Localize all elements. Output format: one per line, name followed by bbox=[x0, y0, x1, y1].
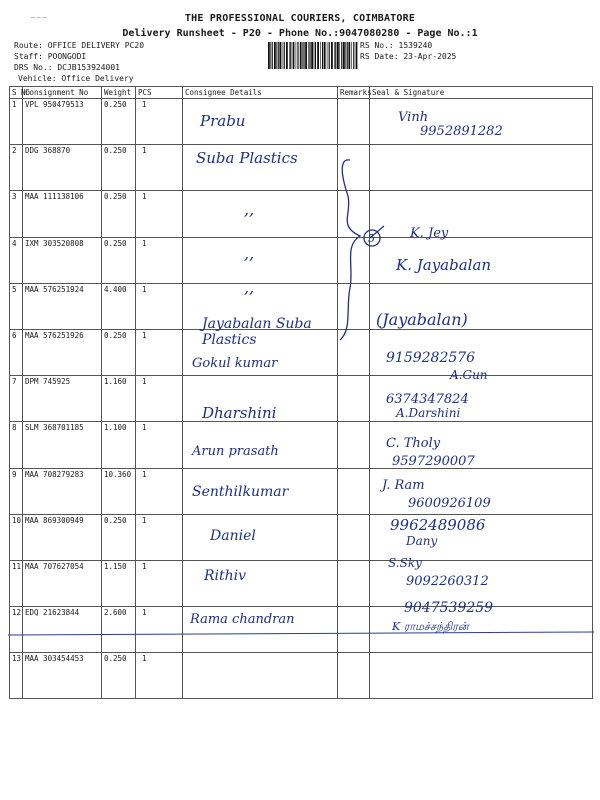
cell-sno: 3 bbox=[10, 191, 23, 237]
handwritten-consignee: ,, bbox=[244, 278, 255, 297]
col-header-consignment: Consignment No bbox=[23, 87, 102, 99]
cell-sno: 9 bbox=[10, 468, 23, 514]
cell-consignee bbox=[183, 191, 338, 237]
cell-consignment-no: DPM 745925 bbox=[23, 376, 102, 422]
barcode-bar bbox=[293, 42, 295, 69]
cell-consignment-no: MAA 303454453 bbox=[23, 653, 102, 699]
table-header-row bbox=[10, 87, 593, 99]
barcode-bar bbox=[274, 42, 276, 69]
handwritten-consignee: Gokul kumar bbox=[192, 356, 278, 371]
col-header-consignee: Consignee Details bbox=[183, 87, 338, 99]
barcode-bar bbox=[278, 42, 279, 69]
barcode-bar bbox=[356, 42, 358, 69]
staff-label: Staff: POONGODI bbox=[14, 52, 87, 61]
cell-consignment-no: MAA 708279283 bbox=[23, 468, 102, 514]
cell-weight: 0.250 bbox=[102, 191, 136, 237]
barcode-bar bbox=[286, 42, 288, 69]
cell-sno: 5 bbox=[10, 283, 23, 329]
cell-weight: 0.250 bbox=[102, 514, 136, 560]
cell-weight: 1.160 bbox=[102, 376, 136, 422]
handwritten-signature: Vinh bbox=[398, 110, 429, 125]
handwritten-consignee: Rithiv bbox=[204, 568, 247, 584]
barcode-bar bbox=[300, 42, 302, 69]
handwritten-signature: J. Ram bbox=[382, 478, 425, 493]
vehicle-label: Vehicle: Office Delivery bbox=[18, 74, 134, 83]
cell-consignment-no: MAA 869300949 bbox=[23, 514, 102, 560]
corner-scribble: ~~~ bbox=[30, 14, 48, 22]
cell-sno: 1 bbox=[10, 99, 23, 145]
cell-sno: 13 bbox=[10, 653, 23, 699]
barcode-bar bbox=[337, 42, 339, 69]
cell-pcs: 1 bbox=[136, 468, 183, 514]
cell-remarks bbox=[338, 237, 370, 283]
barcode-bar bbox=[290, 42, 291, 69]
barcode-bar bbox=[348, 42, 350, 69]
barcode-bar bbox=[289, 42, 290, 69]
handwritten-consignee: Daniel bbox=[210, 528, 256, 544]
cell-pcs: 1 bbox=[136, 607, 183, 653]
handwritten-consignee: Jayabalan Suba Plastics bbox=[202, 316, 312, 349]
table-row bbox=[10, 99, 593, 145]
barcode-bar bbox=[284, 42, 285, 69]
col-header-weight: Weight bbox=[102, 87, 136, 99]
cell-consignment-no: IXM 303520808 bbox=[23, 237, 102, 283]
cell-weight: 0.250 bbox=[102, 237, 136, 283]
table-row bbox=[10, 376, 593, 422]
handwritten-signature: 9597290007 bbox=[392, 454, 475, 469]
handwritten-consignee: Arun prasath bbox=[192, 444, 279, 459]
bracket-note: 5 bbox=[368, 232, 375, 245]
cell-consignee bbox=[183, 514, 338, 560]
handwritten-signature: 9952891282 bbox=[420, 124, 503, 139]
barcode-bar bbox=[315, 42, 316, 69]
cell-weight: 1.100 bbox=[102, 422, 136, 468]
handwritten-signature: A.Darshini bbox=[396, 406, 461, 420]
col-header-sno: S No bbox=[10, 87, 23, 99]
runsheet-table bbox=[9, 86, 593, 699]
handwritten-consignee: Senthilkumar bbox=[192, 484, 289, 500]
cell-remarks bbox=[338, 514, 370, 560]
cell-pcs: 1 bbox=[136, 191, 183, 237]
cell-remarks bbox=[338, 329, 370, 375]
company-title: THE PROFESSIONAL COURIERS, COIMBATORE bbox=[184, 13, 416, 24]
cell-consignment-no: DDG 368870 bbox=[23, 145, 102, 191]
cell-sign bbox=[370, 191, 593, 237]
cell-sno: 4 bbox=[10, 237, 23, 283]
col-header-pcs: PCS bbox=[136, 87, 183, 99]
handwritten-consignee: ,, bbox=[244, 200, 255, 219]
barcode-bar bbox=[309, 42, 310, 69]
cell-sno: 6 bbox=[10, 329, 23, 375]
cell-sno: 11 bbox=[10, 560, 23, 606]
handwritten-signature: 9159282576 bbox=[386, 350, 476, 366]
barcode-bar bbox=[322, 42, 323, 69]
cell-pcs: 1 bbox=[136, 237, 183, 283]
handwritten-consignee: Prabu bbox=[200, 112, 246, 130]
cell-pcs: 1 bbox=[136, 376, 183, 422]
barcode-bar bbox=[320, 42, 321, 69]
barcode-bar bbox=[303, 42, 304, 69]
barcode-bar bbox=[347, 42, 348, 69]
cell-consignee bbox=[183, 237, 338, 283]
table-row bbox=[10, 468, 593, 514]
cell-remarks bbox=[338, 607, 370, 653]
cell-pcs: 1 bbox=[136, 514, 183, 560]
handwritten-signature: S.Sky bbox=[388, 556, 422, 570]
barcode-bar bbox=[339, 42, 340, 69]
cell-pcs: 1 bbox=[136, 99, 183, 145]
cell-remarks bbox=[338, 191, 370, 237]
cell-consignment-no: MAA 111138106 bbox=[23, 191, 102, 237]
table-row bbox=[10, 237, 593, 283]
barcode-bar bbox=[331, 42, 333, 69]
handwritten-consignee: Rama chandran bbox=[190, 612, 295, 627]
barcode-bar bbox=[297, 42, 298, 69]
cell-consignment-no: MAA 707627054 bbox=[23, 560, 102, 606]
cell-pcs: 1 bbox=[136, 560, 183, 606]
table-row bbox=[10, 653, 593, 699]
handwritten-consignee: ,, bbox=[244, 244, 255, 263]
handwritten-signature: 6374347824 bbox=[386, 392, 469, 407]
barcode-bar bbox=[279, 42, 281, 69]
barcode-bar bbox=[343, 42, 345, 69]
cell-remarks bbox=[338, 422, 370, 468]
handwritten-signature: 9047539259 bbox=[404, 600, 494, 616]
cell-remarks bbox=[338, 376, 370, 422]
handwritten-signature: 9092260312 bbox=[406, 574, 489, 589]
barcode-bar bbox=[282, 42, 283, 69]
handwritten-signature: K. Jey bbox=[410, 226, 449, 241]
cell-sign bbox=[370, 653, 593, 699]
cell-consignment-no: MAA 576251924 bbox=[23, 283, 102, 329]
barcode-bar bbox=[272, 42, 273, 69]
cell-consignment-no: EDQ 21623844 bbox=[23, 607, 102, 653]
barcode-bar bbox=[335, 42, 336, 69]
handwritten-consignee: Dharshini bbox=[202, 404, 277, 422]
barcode-bar bbox=[334, 42, 335, 69]
table-row bbox=[10, 607, 593, 653]
barcode-bar bbox=[311, 42, 313, 69]
table-row bbox=[10, 191, 593, 237]
cell-consignment-no: VPL 950479513 bbox=[23, 99, 102, 145]
barcode-image bbox=[268, 42, 358, 69]
cell-pcs: 1 bbox=[136, 329, 183, 375]
handwritten-signature: (Jayabalan) bbox=[376, 310, 468, 329]
cell-weight: 0.250 bbox=[102, 329, 136, 375]
handwritten-signature: C. Tholy bbox=[386, 436, 441, 451]
cell-remarks bbox=[338, 283, 370, 329]
cell-sno: 2 bbox=[10, 145, 23, 191]
col-header-signature: Seal & Signature bbox=[370, 87, 593, 99]
rs-date-label: RS Date: 23-Apr-2025 bbox=[360, 52, 457, 61]
cell-remarks bbox=[338, 99, 370, 145]
cell-sno: 12 bbox=[10, 607, 23, 653]
barcode-bar bbox=[329, 42, 330, 69]
cell-sign bbox=[370, 145, 593, 191]
barcode-bar bbox=[324, 42, 326, 69]
cell-sno: 10 bbox=[10, 514, 23, 560]
cell-consignee bbox=[183, 653, 338, 699]
col-header-remarks: Remarks bbox=[338, 87, 370, 99]
route-label: Route: OFFICE DELIVERY PC20 bbox=[14, 41, 145, 50]
barcode-bar bbox=[302, 42, 303, 69]
handwritten-signature: Dany bbox=[406, 534, 438, 548]
cell-remarks bbox=[338, 560, 370, 606]
barcode-bar bbox=[317, 42, 319, 69]
table-row bbox=[10, 560, 593, 606]
handwritten-signature: A.Gun bbox=[450, 368, 488, 382]
barcode-bar bbox=[345, 42, 346, 69]
cell-weight: 0.250 bbox=[102, 653, 136, 699]
cell-weight: 10.360 bbox=[102, 468, 136, 514]
cell-weight: 4.400 bbox=[102, 283, 136, 329]
rs-number-label: RS No.: 1539240 bbox=[360, 41, 433, 50]
runsheet-subtitle: Delivery Runsheet - P20 - Phone No.:9047080280 - Page No.:1 bbox=[122, 28, 478, 39]
barcode-bar bbox=[308, 42, 309, 69]
barcode-bar bbox=[353, 42, 354, 69]
cell-weight: 2.600 bbox=[102, 607, 136, 653]
cell-weight: 0.250 bbox=[102, 145, 136, 191]
barcode-bar bbox=[314, 42, 315, 69]
cell-pcs: 1 bbox=[136, 653, 183, 699]
cell-sno: 8 bbox=[10, 422, 23, 468]
barcode-bar bbox=[268, 42, 270, 69]
barcode-bar bbox=[305, 42, 307, 69]
cell-pcs: 1 bbox=[136, 422, 183, 468]
barcode-bar bbox=[351, 42, 352, 69]
table-row bbox=[10, 514, 593, 560]
cell-pcs: 1 bbox=[136, 145, 183, 191]
cell-weight: 0.250 bbox=[102, 99, 136, 145]
barcode-bar bbox=[341, 42, 342, 69]
barcode-bar bbox=[276, 42, 277, 69]
barcode-bar bbox=[270, 42, 271, 69]
cell-remarks bbox=[338, 145, 370, 191]
cell-remarks bbox=[338, 468, 370, 514]
handwritten-signature: K. Jayabalan bbox=[396, 256, 492, 274]
cell-remarks bbox=[338, 653, 370, 699]
cell-consignment-no: MAA 576251926 bbox=[23, 329, 102, 375]
cell-pcs: 1 bbox=[136, 283, 183, 329]
handwritten-signature: 9962489086 bbox=[390, 516, 486, 534]
barcode-bar bbox=[327, 42, 328, 69]
handwritten-consignee: Suba Plastics bbox=[196, 149, 298, 167]
handwritten-signature: 9600926109 bbox=[408, 496, 491, 511]
table-row bbox=[10, 422, 593, 468]
drs-label: DRS No.: DCJB153924001 bbox=[14, 63, 120, 72]
cell-sno: 7 bbox=[10, 376, 23, 422]
handwritten-signature: K ராமச்சந்திரன் bbox=[392, 620, 469, 633]
barcode-bar bbox=[296, 42, 297, 69]
cell-weight: 1.150 bbox=[102, 560, 136, 606]
cell-consignment-no: SLM 368701185 bbox=[23, 422, 102, 468]
